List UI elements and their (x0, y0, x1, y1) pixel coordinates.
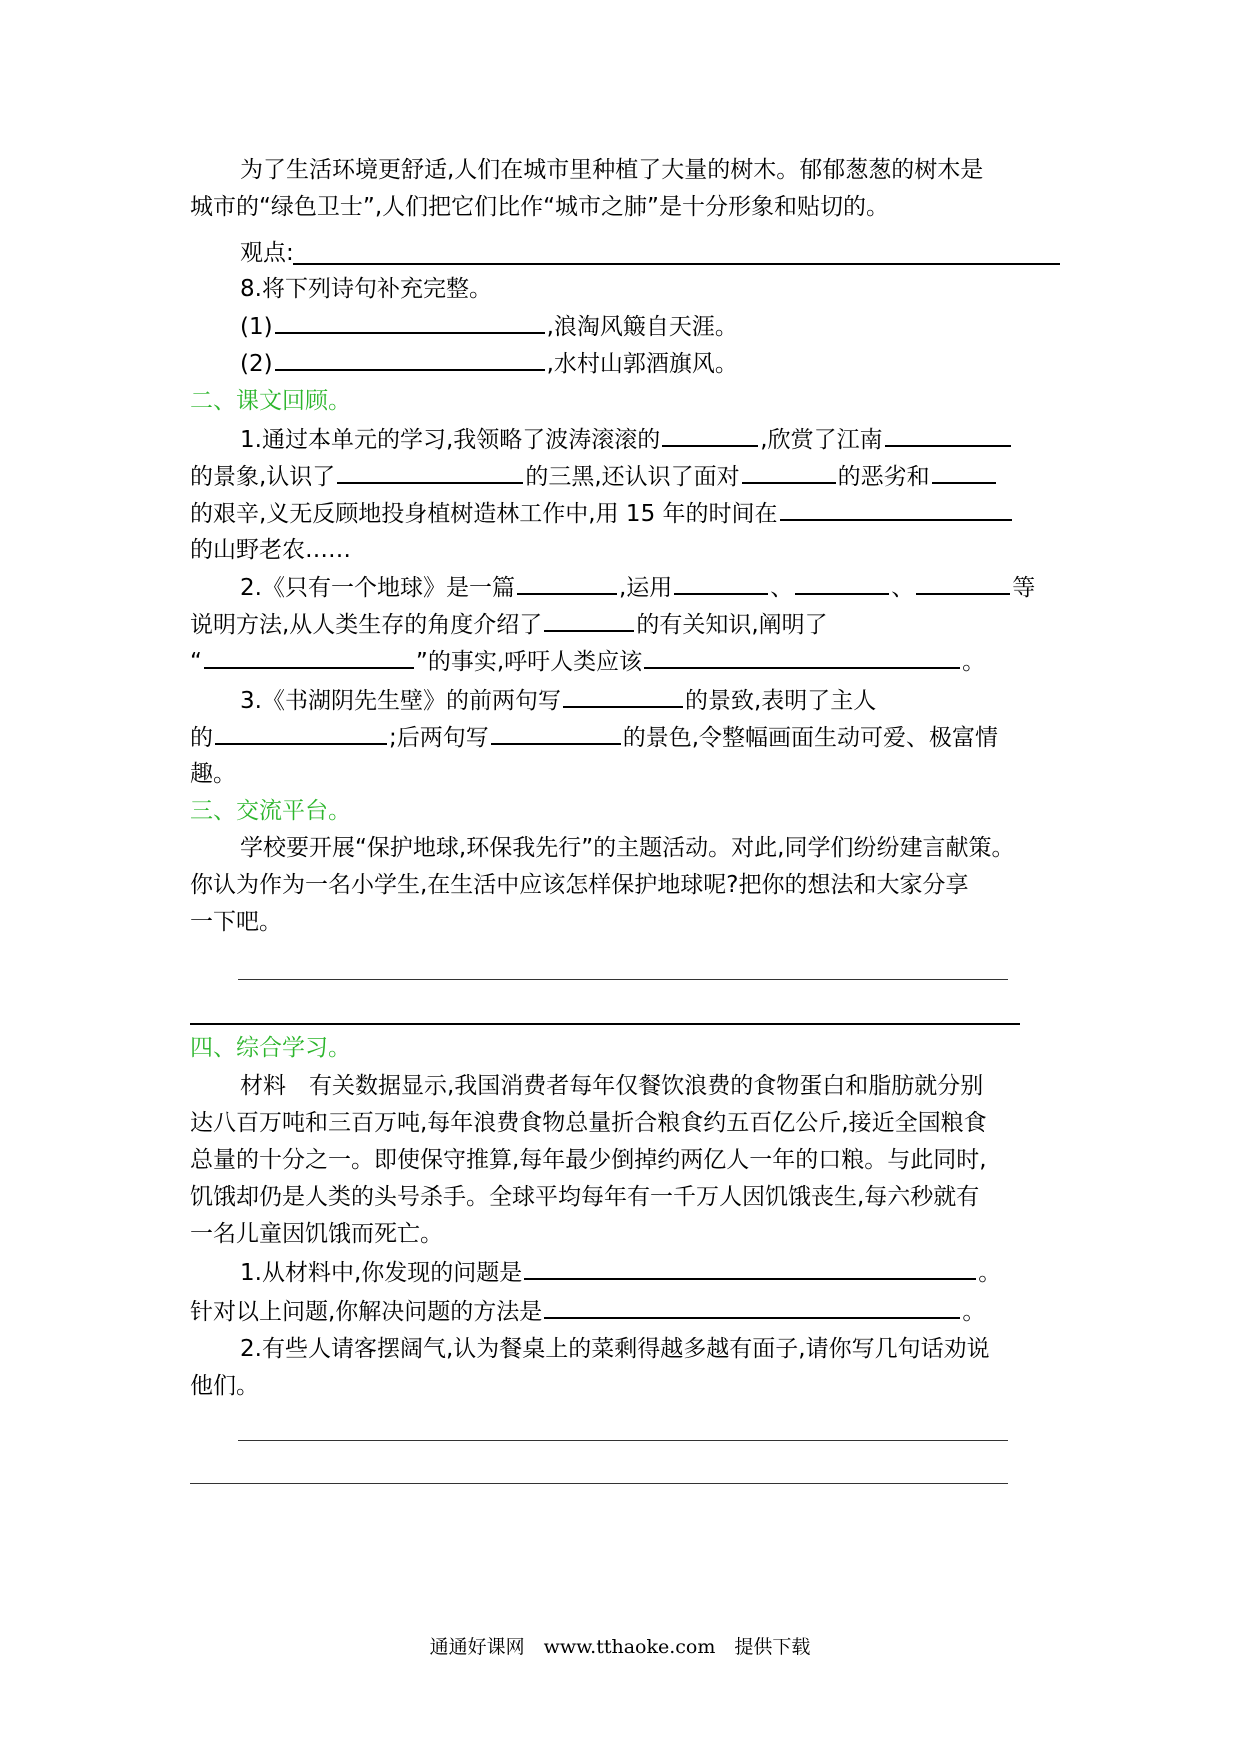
s4-material-line-4: 饥饿却仍是人类的头号杀手。全球平均每年有一千万人因饥饿丧生,每六秒就有 (190, 1184, 980, 1210)
s3-answer-line-1[interactable] (238, 979, 1008, 980)
s2-q2-line-3 (190, 643, 1060, 681)
s2-q2-text-d: 说明方法,从人类生存的角度介绍了 (190, 612, 543, 638)
s4-material-line-1: 材料 有关数据显示,我国消费者每年仅餐饮浪费的食物蛋白和脂肪就分别 (240, 1073, 984, 1099)
s2-q3-blank-3[interactable] (491, 719, 621, 745)
q8-item-1 (190, 308, 1110, 346)
s4-q1-blank-1[interactable] (524, 1254, 976, 1280)
s2-q3-line-3: 趣。 (190, 761, 236, 787)
s2-q1-text-c: 的景象,认识了 (190, 464, 336, 490)
s4-q1-text-b-end: 。 (962, 1299, 986, 1325)
s2-q1-blank-4[interactable] (742, 458, 836, 484)
s2-q2-sep-2: 、 (891, 575, 915, 601)
s2-q1-blank-2[interactable] (885, 421, 1011, 447)
section-2-heading: 二、课文回顾。 (190, 388, 351, 414)
s2-q1-text-a: 1.通过本单元的学习,我领略了波涛滚滚的 (240, 427, 661, 453)
intro-line-1: 为了生活环境更舒适,人们在城市里种植了大量的树木。郁郁葱葱的树木是 (240, 157, 984, 183)
s4-material-line-2: 达八百万吨和三百万吨,每年浪费食物总量折合粮食约五百亿公斤,接近全国粮食 (190, 1110, 987, 1136)
q8-item-2 (190, 345, 1110, 383)
s2-q2-line-2 (190, 606, 1060, 644)
s2-q1-line-1 (190, 421, 1110, 459)
s2-q2-blank-5[interactable] (544, 606, 634, 632)
s4-q1-line-2 (190, 1293, 1060, 1331)
s4-q1-text-a-end: 。 (978, 1260, 1002, 1286)
section-3-heading: 三、交流平台。 (190, 798, 351, 824)
s2-q1-text-f: 的艰辛,义无反顾地投身植树造林工作中,用 15 年的时间在 (190, 501, 778, 527)
s2-q1-blank-6[interactable] (780, 495, 1012, 521)
s2-q2-blank-6[interactable] (204, 643, 414, 669)
q8-item-2-text: ,水村山郭酒旗风。 (546, 351, 738, 377)
s4-q1-text-b: 针对以上问题,你解决问题的方法是 (190, 1299, 543, 1325)
s2-q1-text-d: 的三黑,还认识了面对 (525, 464, 740, 490)
s4-material-line-3: 总量的十分之一。即使保守推算,每年最少倒掉约两亿人一年的口粮。与此同时, (190, 1147, 987, 1173)
s3-line-3: 一下吧。 (190, 909, 282, 935)
s2-q2-text-g: ”的事实,呼吁人类应该 (415, 649, 643, 675)
s2-q2-text-a: 2.《只有一个地球》是一篇 (240, 575, 515, 601)
s3-line-2: 你认为作为一名小学生,在生活中应该怎样保护地球呢?把你的想法和大家分享 (190, 872, 969, 898)
footer-credit: 通通好课网 www.tthaoke.com 提供下载 (429, 1636, 811, 1658)
q8-title: 8.将下列诗句补充完整。 (240, 276, 492, 302)
q8-blank-1[interactable] (275, 308, 545, 334)
s2-q3-text-e: 的景色,令整幅画面生动可爱、极富情 (622, 725, 999, 751)
s3-answer-line-2[interactable] (190, 1023, 1020, 1025)
intro-line-2: 城市的“绿色卫士”,人们把它们比作“城市之肺”是十分形象和贴切的。 (190, 194, 889, 220)
s2-q3-blank-2[interactable] (215, 719, 387, 745)
s4-answer-line-1[interactable] (238, 1440, 1008, 1441)
s2-q2-line-1 (190, 569, 1110, 607)
s2-q3-text-a: 3.《书湖阴先生壁》的前两句写 (240, 688, 561, 714)
s2-q2-blank-3[interactable] (795, 569, 889, 595)
s4-q1-blank-2[interactable] (544, 1293, 960, 1319)
s2-q3-blank-1[interactable] (563, 682, 683, 708)
s2-q2-blank-1[interactable] (517, 569, 617, 595)
s2-q2-text-h: 。 (962, 649, 986, 675)
s2-q1-line-3 (190, 495, 1060, 533)
s2-q3-text-c: 的 (190, 725, 213, 751)
s2-q1-text-b: ,欣赏了江南 (760, 427, 883, 453)
s2-q1-blank-3[interactable] (337, 458, 523, 484)
s2-q2-text-e: 的有关知识,阐明了 (636, 612, 828, 638)
viewpoint-answer-line[interactable] (293, 263, 1060, 265)
s2-q2-text-b: ,运用 (618, 575, 673, 601)
s2-q1-text-e: 的恶劣和 (837, 464, 930, 490)
s2-q2-sep-1: 、 (770, 575, 794, 601)
s4-q1-text-a: 1.从材料中,你发现的问题是 (240, 1260, 523, 1286)
s2-q2-blank-7[interactable] (644, 643, 960, 669)
s4-material-line-5: 一名儿童因饥饿而死亡。 (190, 1221, 443, 1247)
q8-item-1-text: ,浪淘风簸自天涯。 (546, 314, 738, 340)
s3-line-1: 学校要开展“保护地球,环保我先行”的主题活动。对此,同学们纷纷建言献策。 (240, 835, 1015, 861)
q8-item-2-number: (2) (240, 351, 273, 377)
s2-q1-line-4: 的山野老农…… (190, 537, 351, 563)
s2-q2-blank-4[interactable] (916, 569, 1010, 595)
s2-q1-blank-5[interactable] (932, 458, 996, 484)
s2-q3-text-d: ;后两句写 (389, 725, 489, 751)
s4-q2-line-2: 他们。 (190, 1373, 259, 1399)
s2-q1-line-2 (190, 458, 1060, 496)
s2-q1-blank-1[interactable] (662, 421, 758, 447)
s2-q3-line-1 (190, 682, 1110, 720)
s2-q2-text-f: “ (190, 649, 202, 675)
s4-q2-line-1: 2.有些人请客摆阔气,认为餐桌上的菜剩得越多越有面子,请你写几句话劝说 (240, 1336, 990, 1362)
q8-item-1-number: (1) (240, 314, 273, 340)
s2-q3-text-b: 的景致,表明了主人 (684, 688, 877, 714)
s2-q2-blank-2[interactable] (674, 569, 768, 595)
section-4-heading: 四、综合学习。 (190, 1035, 351, 1061)
s2-q3-line-2 (190, 719, 1060, 757)
q8-blank-2[interactable] (275, 345, 545, 371)
s4-q1-line-1 (190, 1254, 1110, 1292)
viewpoint-label: 观点: (240, 240, 294, 266)
s2-q2-text-c: 等 (1012, 575, 1036, 601)
s4-answer-line-2[interactable] (190, 1483, 1008, 1484)
